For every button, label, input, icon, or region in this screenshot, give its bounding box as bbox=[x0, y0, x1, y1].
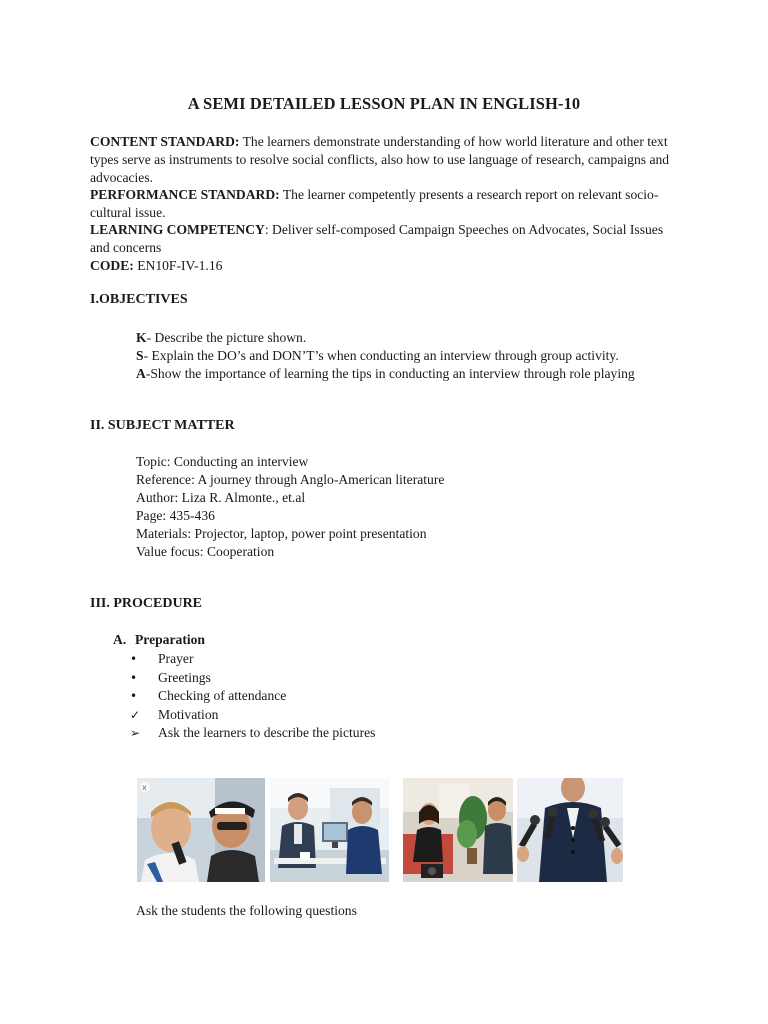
subject-author: Author: Liza R. Almonte., et.al bbox=[136, 489, 306, 505]
list-item-text: Motivation bbox=[158, 706, 219, 722]
learning-competency-text: : Deliver self-composed Campaign Speeches on Advocates, Social Issues and concerns bbox=[90, 222, 664, 255]
preparation-letter: A. bbox=[113, 632, 127, 647]
interview-photo-strip bbox=[137, 778, 627, 884]
list-item-text: Checking of attendance bbox=[158, 688, 287, 703]
objective-k bbox=[136, 329, 696, 347]
subject-page: Page: 435-436 bbox=[136, 507, 215, 523]
list-item-text: Ask the learners to describe the pictures bbox=[158, 725, 376, 740]
objectives-heading: I.OBJECTIVES bbox=[90, 292, 188, 307]
arrowhead-icon: ➢ bbox=[130, 726, 141, 740]
learning-competency bbox=[90, 221, 680, 257]
performance-standard-text: The learner competently presents a research report on relevant socio-cultural issue. bbox=[90, 187, 659, 220]
objective-a-letter: A bbox=[136, 366, 146, 381]
preparation-heading bbox=[113, 632, 205, 648]
objective-k-letter: K bbox=[136, 330, 147, 345]
list-item-text: Prayer bbox=[158, 651, 194, 666]
objective-s-letter: S bbox=[136, 348, 144, 363]
bullet-icon: • bbox=[130, 670, 138, 685]
preparation-label: Preparation bbox=[135, 632, 205, 647]
objective-a bbox=[136, 365, 656, 383]
interview-photo-press-mics bbox=[517, 778, 623, 882]
objective-k-text: - Describe the picture shown. bbox=[146, 330, 307, 345]
subject-reference: Reference: A journey through Anglo-American literature bbox=[136, 471, 445, 487]
list-item bbox=[130, 650, 375, 669]
svg-text:x: x bbox=[142, 783, 147, 792]
subject-value-focus: Value focus: Cooperation bbox=[136, 543, 275, 559]
list-item bbox=[130, 687, 375, 706]
interview-photo-office bbox=[270, 778, 389, 882]
subject-matter-list bbox=[136, 453, 444, 560]
performance-standard-label: PERFORMANCE STANDARD: bbox=[90, 187, 280, 202]
subject-topic: Topic: Conducting an interview bbox=[136, 454, 309, 469]
content-standard-text: The learners demonstrate understanding of how world literature and other text types serve as instruments to resolve social conflicts, also how to use language of research, campaigns and advocacies. bbox=[90, 134, 670, 185]
subject-materials: Materials: Projector, laptop, power point presentation bbox=[136, 525, 427, 541]
checkmark-icon: ✓ bbox=[130, 707, 141, 722]
list-item-text: Greetings bbox=[158, 669, 211, 685]
procedure-heading: III. PROCEDURE bbox=[90, 596, 203, 611]
bullet-icon: • bbox=[130, 689, 138, 703]
objective-s-text: - Explain the DO’s and DON’T’s when conducting an interview through group activity. bbox=[143, 348, 619, 363]
interview-photo-plant-room bbox=[403, 778, 513, 882]
code-label: CODE: bbox=[90, 258, 134, 273]
list-item bbox=[130, 706, 375, 725]
list-item bbox=[130, 724, 375, 743]
preparation-list bbox=[130, 650, 375, 743]
content-standard-label: CONTENT STANDARD: bbox=[90, 134, 240, 149]
interview-photo-racers bbox=[137, 778, 265, 882]
objective-s bbox=[136, 347, 696, 365]
code-text: EN10F-IV-1.16 bbox=[133, 258, 223, 273]
bullet-icon: • bbox=[130, 652, 138, 666]
code-line bbox=[90, 257, 680, 275]
document-title: A SEMI DETAILED LESSON PLAN IN ENGLISH-10 bbox=[187, 94, 581, 113]
list-item bbox=[130, 669, 375, 688]
performance-standard bbox=[90, 186, 680, 222]
follow-up-instruction: Ask the students the following questions bbox=[136, 903, 357, 918]
content-standard bbox=[90, 133, 680, 186]
subject-matter-heading: II. SUBJECT MATTER bbox=[90, 418, 235, 433]
objective-a-text: -Show the importance of learning the tips in conducting an interview through role playing bbox=[145, 366, 635, 381]
learning-competency-label: LEARNING COMPETENCY bbox=[90, 222, 265, 237]
